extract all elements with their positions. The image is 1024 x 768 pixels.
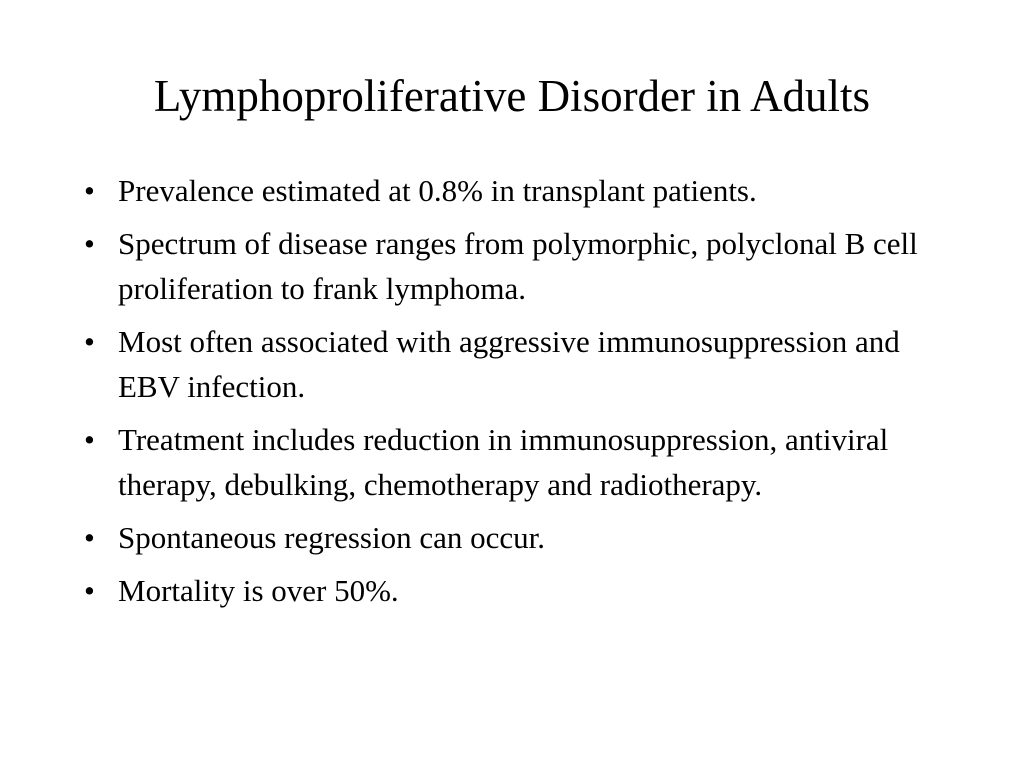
bullet-text: Prevalence estimated at 0.8% in transplant patients. bbox=[118, 173, 757, 208]
bullet-item-mortality bbox=[84, 568, 944, 613]
bullet-item-association bbox=[84, 319, 944, 409]
bullet-text: Spectrum of disease ranges from polymorphic, polyclonal B cell proliferation to frank lymphoma. bbox=[118, 226, 918, 306]
bullet-text: Treatment includes reduction in immunosuppression, antiviral therapy, debulking, chemotherapy and radiotherapy. bbox=[118, 422, 889, 502]
bullet-dot-icon: • bbox=[84, 520, 95, 555]
bullet-item-spectrum bbox=[84, 221, 944, 311]
bullet-dot-icon: • bbox=[84, 226, 95, 261]
bullet-text: Mortality is over 50%. bbox=[118, 573, 399, 608]
slide-title: Lymphoproliferative Disorder in Adults bbox=[153, 71, 871, 121]
bullet-item-regression bbox=[84, 515, 944, 560]
bullet-item-treatment bbox=[84, 417, 944, 507]
bullet-dot-icon: • bbox=[84, 173, 95, 208]
bullet-text: Most often associated with aggressive immunosuppression and EBV infection. bbox=[118, 324, 900, 404]
bullet-item-prevalence bbox=[84, 168, 944, 213]
bullet-dot-icon: • bbox=[84, 573, 95, 608]
bullet-list bbox=[84, 168, 944, 613]
bullet-text: Spontaneous regression can occur. bbox=[118, 520, 545, 555]
bullet-dot-icon: • bbox=[84, 324, 95, 359]
bullet-dot-icon: • bbox=[84, 422, 95, 457]
